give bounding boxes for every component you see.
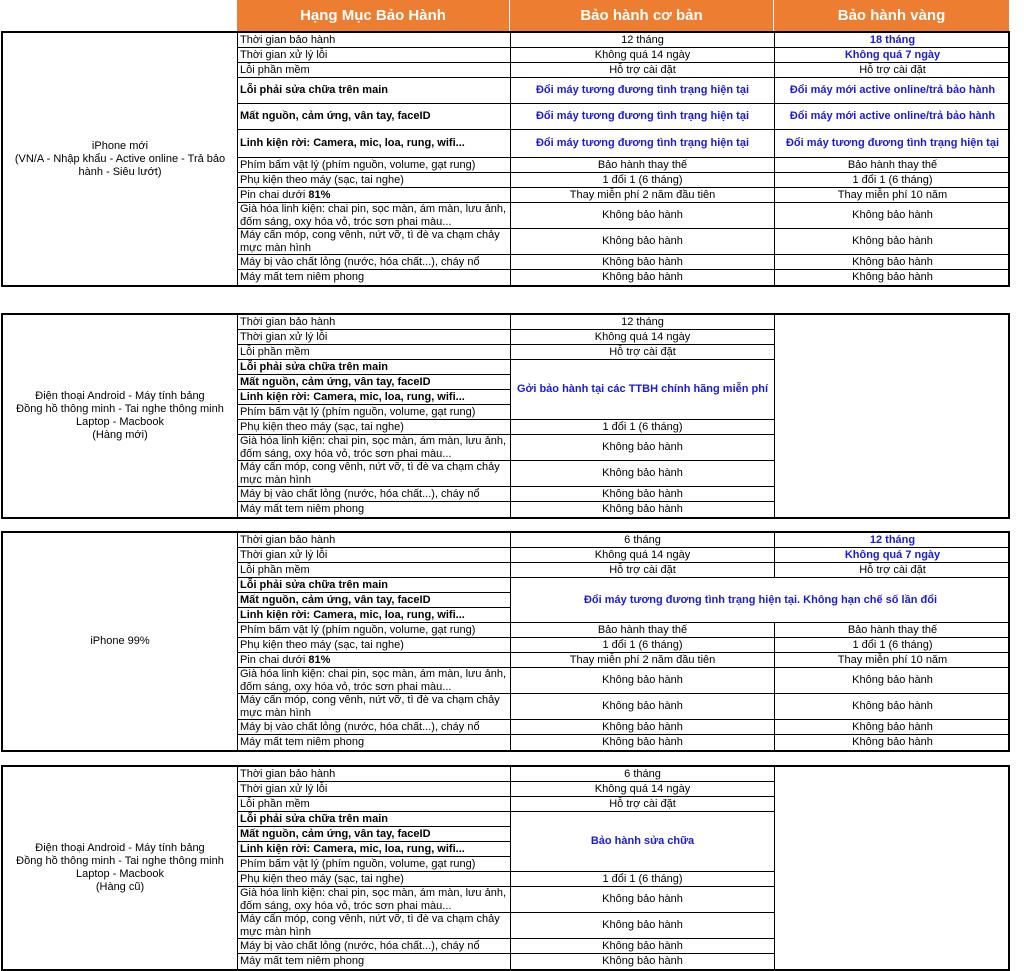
gold-value: Không bảo hành <box>775 229 1010 255</box>
row-label: Phím bấm vật lý (phím nguồn, volume, gạt rung) <box>238 158 511 173</box>
basic-value: Hỗ trợ cài đặt <box>511 563 775 578</box>
basic-value: Không bảo hành <box>511 270 775 285</box>
basic-value: Không bảo hành <box>511 461 775 487</box>
merged-basic-value: Gởi bảo hành tại các TTBH chính hãng miễn phí <box>511 360 775 420</box>
header-basic: Bảo hành cơ bản <box>510 0 774 31</box>
row-label: Già hóa linh kiện: chai pin, sọc màn, ám màn, lưu ảnh, đốm sáng, oxy hóa vỏ, tróc sơn phai màu... <box>238 887 511 913</box>
gold-value: Bảo hành thay thế <box>775 158 1010 173</box>
row-label: Già hóa linh kiện: chai pin, sọc màn, ám màn, lưu ảnh, đốm sáng, oxy hóa vỏ, tróc sơn phai màu... <box>238 668 511 694</box>
row-label: Mất nguồn, cảm ứng, vân tay, faceID <box>238 827 511 842</box>
row-label: Thời gian bảo hành <box>238 767 511 782</box>
row-label: Lỗi phải sửa chữa trên main <box>238 78 511 104</box>
gold-value: Không quá 7 ngày <box>775 548 1010 563</box>
basic-value: Hỗ trợ cài đặt <box>511 797 775 812</box>
row-label: Lỗi phần mềm <box>238 63 511 78</box>
basic-value: Không bảo hành <box>511 435 775 461</box>
row-label: Máy bị vào chất lỏng (nước, hóa chất...), cháy nổ <box>238 720 511 735</box>
gold-value: Không bảo hành <box>775 203 1010 229</box>
row-label: Thời gian bảo hành <box>238 533 511 548</box>
row-label: Lỗi phần mềm <box>238 797 511 812</box>
row-label: Già hóa linh kiện: chai pin, sọc màn, ám màn, lưu ảnh, đốm sáng, oxy hóa vỏ, tróc sơn phai màu... <box>238 435 511 461</box>
row-label: Máy bị vào chất lỏng (nước, hóa chất...), cháy nổ <box>238 939 511 954</box>
basic-value: Đổi máy tương đương tình trạng hiện tại <box>511 130 775 158</box>
row-label: Máy bị vào chất lỏng (nước, hóa chất...), cháy nổ <box>238 487 511 502</box>
basic-value: Bảo hành thay thế <box>511 158 775 173</box>
section-block <box>1 31 1010 287</box>
gold-value: Đổi máy mới active online/trả bảo hành <box>775 104 1010 130</box>
basic-value: Không bảo hành <box>511 939 775 954</box>
header-gold: Bảo hành vàng <box>774 0 1010 31</box>
row-label: Lỗi phải sửa chữa trên main <box>238 360 511 375</box>
basic-value: Không quá 14 ngày <box>511 782 775 797</box>
row-label-text: Pin chai dưới <box>240 188 306 201</box>
gold-value: Không bảo hành <box>852 271 933 284</box>
basic-value: Không bảo hành <box>511 694 775 720</box>
gold-value: Không bảo hành <box>775 720 1010 735</box>
gold-value: Thay miễn phí 10 năm <box>775 188 1010 203</box>
row-label: Thời gian xử lý lỗi <box>238 48 511 63</box>
row-label: Máy mất tem niêm phong <box>238 270 511 285</box>
basic-value: 12 tháng <box>511 315 775 330</box>
row-label: Linh kiện rời: Camera, mic, loa, rung, wifi... <box>238 608 511 623</box>
row-label: Phím bấm vật lý (phím nguồn, volume, gạt rung) <box>238 623 511 638</box>
row-label: Máy bị vào chất lỏng (nước, hóa chất...), cháy nổ <box>238 255 511 270</box>
row-label: Máy mất tem niêm phong <box>238 735 511 750</box>
basic-value: Không bảo hành <box>511 255 775 270</box>
gold-value: Không bảo hành <box>852 736 933 749</box>
gold-value: Bảo hành thay thế <box>775 623 1010 638</box>
section-category: iPhone mới (VN/A - Nhập khẩu - Active online - Trả bảo hành - Siêu lướt) <box>3 33 238 285</box>
gold-value: Không quá 7 ngày <box>775 48 1010 63</box>
basic-value: Không bảo hành <box>511 229 775 255</box>
gold-value: Hỗ trợ cài đặt <box>775 63 1010 78</box>
section-block <box>1 531 1010 752</box>
row-label: Lỗi phải sửa chữa trên main <box>238 812 511 827</box>
row-label: Lỗi phần mềm <box>238 563 511 578</box>
row-label: Mất nguồn, cảm ứng, vân tay, faceID <box>238 375 511 390</box>
basic-value: 6 tháng <box>511 767 775 782</box>
basic-value: Không bảo hành <box>511 887 775 913</box>
row-label: Thời gian bảo hành <box>238 315 511 330</box>
gold-value: Không bảo hành <box>775 668 1010 694</box>
row-label: Máy cấn móp, cong vênh, nứt vỡ, tì đè va chạm chảy mực màn hình <box>238 694 511 720</box>
gold-value: Đổi máy mới active online/trả bảo hành <box>775 78 1010 104</box>
merged-basic-value: Bảo hành sửa chữa <box>511 812 775 872</box>
basic-value: Không bảo hành <box>511 735 775 750</box>
row-label: Thời gian xử lý lỗi <box>238 782 511 797</box>
row-label: Máy cấn móp, cong vênh, nứt vỡ, tì đè va chạm chảy mực màn hình <box>238 229 511 255</box>
header-category: Hạng Mục Bảo Hành <box>237 0 510 31</box>
row-label: Lỗi phần mềm <box>238 345 511 360</box>
basic-value: Thay miễn phí 2 năm đầu tiên <box>511 653 775 668</box>
gold-value: Hỗ trợ cài đặt <box>775 563 1010 578</box>
basic-value: Không quá 14 ngày <box>511 548 775 563</box>
row-label: Lỗi phải sửa chữa trên main <box>238 578 511 593</box>
row-label: Linh kiện rời: Camera, mic, loa, rung, wifi... <box>238 130 511 158</box>
row-label: Mất nguồn, cảm ứng, vân tay, faceID <box>238 593 511 608</box>
basic-value: Không bảo hành <box>511 203 775 229</box>
basic-value: Không bảo hành <box>511 913 775 939</box>
basic-value: Hỗ trợ cài đặt <box>511 63 775 78</box>
basic-value: Không bảo hành <box>511 954 775 969</box>
gold-value: Không bảo hành <box>775 694 1010 720</box>
row-label: Phím bấm vật lý (phím nguồn, volume, gạt rung) <box>238 405 511 420</box>
section-category: Điện thoại Android - Máy tính bảng Đồng hồ thông minh - Tai nghe thông minh Laptop - Macbook (Hàng mới) <box>3 315 238 517</box>
row-label: Già hóa linh kiện: chai pin, sọc màn, ám màn, lưu ảnh, đốm sáng, oxy hóa vỏ, tróc sơn phai màu... <box>238 203 511 229</box>
row-label: Phụ kiện theo máy (sạc, tai nghe) <box>238 420 511 435</box>
basic-value: 12 tháng <box>511 33 775 48</box>
gold-value: Thay miễn phí 10 năm <box>775 653 1010 668</box>
gold-value: 1 đổi 1 (6 tháng) <box>775 638 1010 653</box>
basic-value: 1 đổi 1 (6 tháng) <box>511 872 775 887</box>
row-label-emphasis: 81% <box>308 653 331 666</box>
basic-value: 1 đổi 1 (6 tháng) <box>511 420 775 435</box>
basic-value: 1 đổi 1 (6 tháng) <box>511 638 775 653</box>
row-label: Phụ kiện theo máy (sạc, tai nghe) <box>238 173 511 188</box>
row-label: Máy mất tem niêm phong <box>238 502 511 517</box>
section-block <box>1 765 1010 971</box>
gold-value: 18 tháng <box>775 33 1010 48</box>
row-label-emphasis: 81% <box>308 188 331 201</box>
section-block <box>1 313 1010 519</box>
row-label: Linh kiện rời: Camera, mic, loa, rung, wifi... <box>238 390 511 405</box>
row-label: Mất nguồn, cảm ứng, vân tay, faceID <box>238 104 511 130</box>
basic-value: Không bảo hành <box>511 502 775 517</box>
row-label: Thời gian bảo hành <box>238 33 511 48</box>
basic-value: Đổi máy tương đương tình trạng hiện tại <box>511 78 775 104</box>
basic-value: 1 đổi 1 (6 tháng) <box>511 173 775 188</box>
row-label: Máy cấn móp, cong vênh, nứt vỡ, tì đè va chạm chảy mực màn hình <box>238 461 511 487</box>
gold-value: 12 tháng <box>775 533 1010 548</box>
row-label-text: Pin chai dưới <box>240 653 306 666</box>
basic-value: Hỗ trợ cài đặt <box>511 345 775 360</box>
gold-value: Không bảo hành <box>775 255 1010 270</box>
gold-value: 1 đổi 1 (6 tháng) <box>775 173 1010 188</box>
row-label <box>238 188 511 203</box>
row-label: Máy cấn móp, cong vênh, nứt vỡ, tì đè va chạm chảy mực màn hình <box>238 913 511 939</box>
basic-value: Không bảo hành <box>511 720 775 735</box>
row-label: Phụ kiện theo máy (sạc, tai nghe) <box>238 638 511 653</box>
merged-wide-value: Đổi máy tương đương tình trạng hiện tại. Không hạn chế số lần đổi <box>511 578 1010 623</box>
section-category: Điện thoại Android - Máy tính bảng Đồng hồ thông minh - Tai nghe thông minh Laptop - Macbook (Hàng cũ) <box>3 767 238 969</box>
gold-value: Đổi máy tương đương tình trạng hiện tại <box>775 130 1010 158</box>
row-label: Máy mất tem niêm phong <box>238 954 511 969</box>
basic-value: Không quá 14 ngày <box>511 330 775 345</box>
row-label: Phím bấm vật lý (phím nguồn, volume, gạt rung) <box>238 857 511 872</box>
basic-value: Không quá 14 ngày <box>511 48 775 63</box>
row-label: Phụ kiện theo máy (sạc, tai nghe) <box>238 872 511 887</box>
basic-value: Không bảo hành <box>511 487 775 502</box>
basic-value: Đổi máy tương đương tình trạng hiện tại <box>511 104 775 130</box>
section-category: iPhone 99% <box>3 533 238 750</box>
basic-value: 6 tháng <box>511 533 775 548</box>
row-label: Thời gian xử lý lỗi <box>238 330 511 345</box>
row-label <box>238 653 511 668</box>
basic-value: Không bảo hành <box>511 668 775 694</box>
basic-value: Thay miễn phí 2 năm đầu tiên <box>511 188 775 203</box>
basic-value: Bảo hành thay thế <box>511 623 775 638</box>
row-label: Thời gian xử lý lỗi <box>238 548 511 563</box>
row-label: Linh kiện rời: Camera, mic, loa, rung, wifi... <box>238 842 511 857</box>
